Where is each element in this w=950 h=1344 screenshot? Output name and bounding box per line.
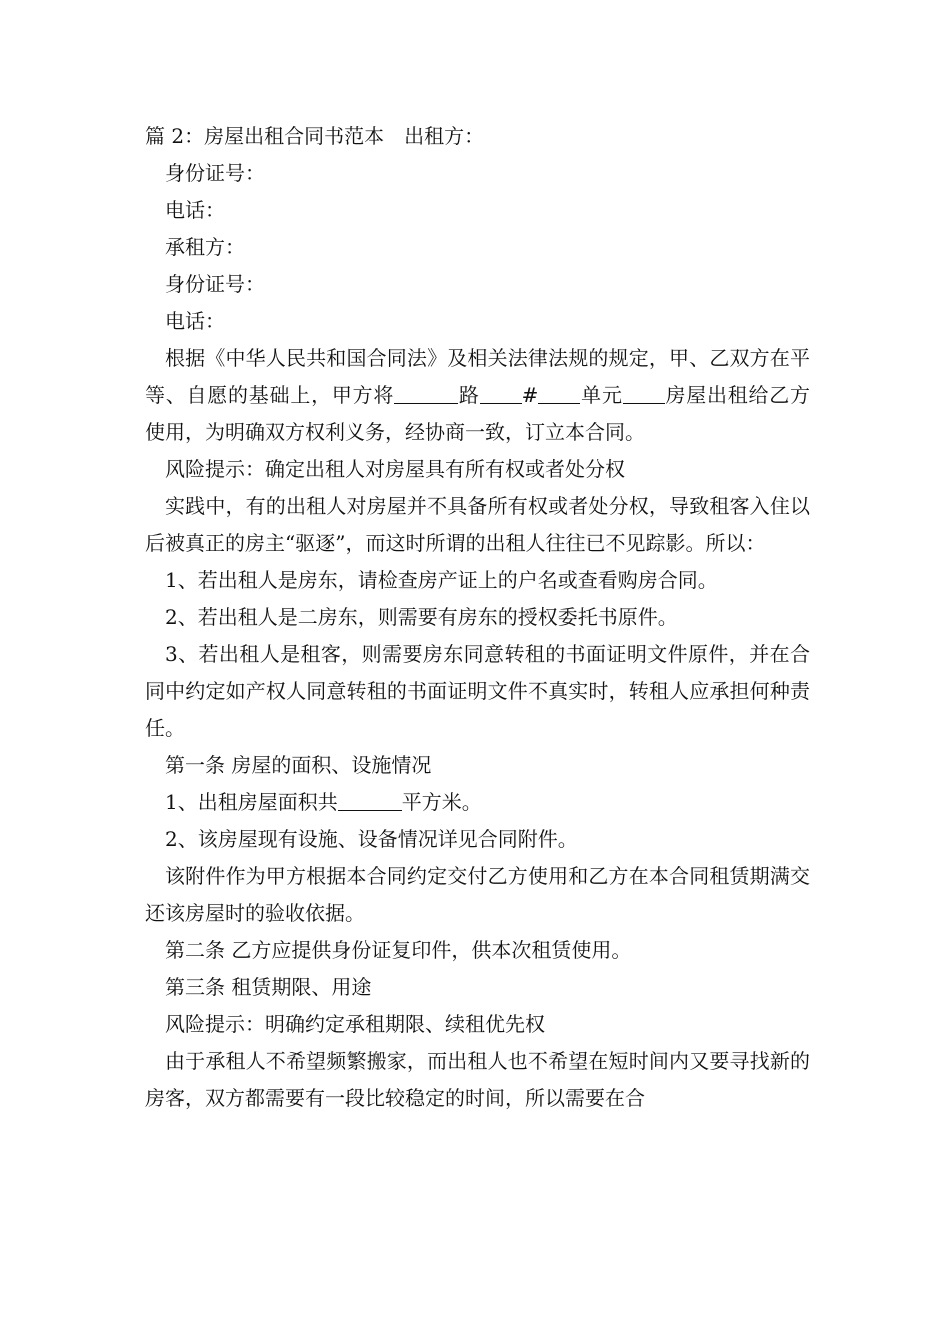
- risk-note-ownership: 风险提示：确定出租人对房屋具有所有权或者处分权: [165, 457, 625, 481]
- risk-note-term: 风险提示：明确约定承租期限、续租优先权: [165, 1012, 545, 1036]
- practice-paragraph-1: 实践中，有的出租人对房屋并不具备所有权或者处分权，导致租客入住以后被真正的房主“驱逐”，而这时所谓的出租人往往已不见踪影。所以：: [145, 494, 810, 555]
- room-blank: [623, 383, 665, 404]
- lessor-label: 出租方：: [404, 124, 485, 148]
- area-text-2: 平方米。: [401, 790, 482, 814]
- road-label: 路: [458, 383, 480, 407]
- practice-paragraph-2: 由于承租人不希望频繁搬家，而出租人也不希望在短时间内又要寻找新的房客，双方都需要有一段比较稳定的时间，所以需要在合: [145, 1049, 810, 1110]
- document-title: 篇 2：房屋出租合同书范本: [145, 124, 385, 148]
- intro-text-1: 根据《中华人民共和国合同法》及相关法律法规的规定，甲、乙双方在平等、自愿的基础上，甲方将: [145, 346, 810, 407]
- list-item-1: 1、若出租人是房东，请检查房产证上的户名或查看购房合同。: [165, 568, 718, 592]
- lessee-phone-label: 电话：: [165, 309, 225, 333]
- article-3-title: 第三条 租赁期限、用途: [165, 975, 372, 999]
- article-1-item-2: 2、该房屋现有设施、设备情况详见合同附件。: [165, 827, 578, 851]
- lessee-id-label: 身份证号：: [165, 272, 265, 296]
- lessor-id-label: 身份证号：: [165, 161, 265, 185]
- unit-label: 单元: [580, 383, 623, 407]
- lessee-label: 承租方：: [165, 235, 245, 259]
- intro-text-2: 房屋出租给乙方使用，为明确双方权利义务，经协商一致，订立本合同。: [145, 383, 811, 444]
- area-text-1: 1、出租房屋面积共: [165, 790, 338, 814]
- article-1-note: 该附件作为甲方根据本合同约定交付乙方使用和乙方在本合同租赁期满交还该房屋时的验收依据。: [145, 864, 810, 925]
- unit-number-blank: [538, 383, 580, 404]
- lessor-phone-label: 电话：: [165, 198, 225, 222]
- number-blank: [480, 383, 522, 404]
- document-title-line: [145, 118, 810, 155]
- list-item-3: 3、若出租人是租客，则需要房东同意转租的书面证明文件原件，并在合同中约定如产权人同意转租的书面证明文件不真实时，转租人应承担何种责任。: [145, 642, 810, 740]
- area-blank: [338, 790, 402, 811]
- list-item-2: 2、若出租人是二房东，则需要有房东的授权委托书原件。: [165, 605, 678, 629]
- document-page: [145, 118, 810, 1117]
- article-1-item-1: [145, 784, 810, 821]
- article-2: 第二条 乙方应提供身份证复印件，供本次租赁使用。: [165, 938, 632, 962]
- article-1-title: 第一条 房屋的面积、设施情况: [165, 753, 432, 777]
- hash-label: #: [521, 383, 539, 407]
- road-blank: [394, 383, 458, 404]
- intro-paragraph: [145, 340, 810, 451]
